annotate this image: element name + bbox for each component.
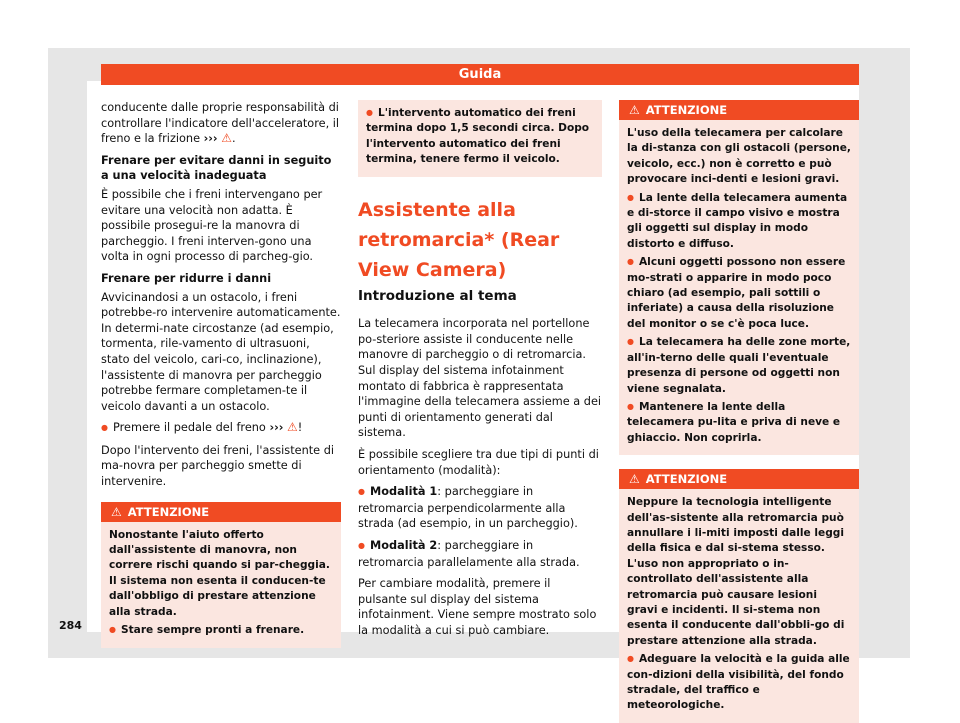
- bullet-item: ● Premere il pedale del freno ››› ⚠!: [101, 420, 341, 437]
- warning-box: [619, 469, 859, 723]
- reference-arrows: ›››: [269, 421, 284, 435]
- bullet-item: ● Stare sempre pronti a frenare.: [109, 623, 333, 638]
- bullet-item: ● Mantenere la lente della telecamera pu-lita e priva di neve e ghiaccio. Non coprirla.: [627, 400, 851, 446]
- bullet-item: ● Alcuni oggetti possono non essere mo-strati o apparire in modo poco chiaro (ad esempio, pali sottili o inferiate) a causa della risoluzione del monitor o se c'è poca luce.: [627, 255, 851, 332]
- warning-triangle-icon: ⚠: [629, 103, 640, 117]
- heading: Frenare per evitare danni in seguito a una velocità inadeguata: [101, 153, 332, 183]
- heading: Frenare per ridurre i danni: [101, 271, 272, 285]
- bullet-item: ● Modalità 1: parcheggiare in retromarcia perpendicolarmente alla strada (ad esempio, in un parcheggio).: [358, 484, 602, 532]
- paragraph: È possibile scegliere tra due tipi di punti di orientamento (modalità):: [358, 447, 599, 477]
- reference-arrows: ›››: [203, 132, 218, 146]
- column-middle: [358, 100, 602, 645]
- paragraph: Avvicinandosi a un ostacolo, i freni potrebbe-ro intervenire automaticamente. In determi-nate circostanze (ad esempio, tormenta, rile-vamento di ultrasuoni, stato del veicolo, cari-co, inclinazione), l'assistente di manovra per parcheggio potrebbe fermare completamen-te il veicolo davanti a un ostacolo.: [101, 290, 341, 413]
- column-right: [619, 100, 859, 723]
- warning-text: L'uso della telecamera per calcolare la di-stanza con gli ostacoli (persone, veicolo, ecc.) non è corretto e può provocare inci-denti e lesioni gravi.: [627, 127, 851, 186]
- warning-box-continued: [358, 100, 602, 177]
- paragraph: conducente dalle proprie responsabilità di controllare l'indicatore dell'acceleratore, il freno e la frizione ››› ⚠.: [101, 101, 340, 146]
- warning-title: ATTENZIONE: [645, 472, 728, 487]
- paragraph: La telecamera incorporata nel portellone po-steriore assiste il conducente nelle manovre di parcheggio o di retromarcia. Sul display del sistema infotainment montato di fabbrica è rappresentata l'immagine della telecamera assieme a dei punti di orientamento generati dal sistema.: [358, 317, 602, 440]
- page-header: Guida: [101, 64, 859, 85]
- warning-title: ATTENZIONE: [127, 504, 210, 519]
- warning-triangle-icon: ⚠: [221, 131, 232, 146]
- warning-text: Neppure la tecnologia intelligente dell'as-sistente alla retromarcia può annullare i li-miti imposti dalle leggi della fisica e dal si-stema stesso. L'uso non appropriato o in-controllato dell'assistente alla retromarcia può causare lesioni gravi e incidenti. Il si-stema non esenta il conducente dall'obbli-go di prestare attenzione alla strada.: [627, 496, 845, 647]
- warning-triangle-icon: ⚠: [111, 504, 122, 519]
- section-subtitle: Introduzione al tema: [358, 287, 517, 304]
- bullet-item: ● L'intervento automatico dei freni termina dopo 1,5 secondi circa. Dopo l'intervento automatico dei freni termina, tenere fermo il veicolo.: [366, 106, 594, 168]
- bullet-item: ● La lente della telecamera aumenta e di-storce il campo visivo e mostra gli oggetti sul display in modo distorto e diffuso.: [627, 191, 851, 253]
- paragraph: È possibile che i freni intervengano per evitare una velocità non adatta. È possibile prosegui-re la manovra di parcheggio. I freni interven-gono una volta in ogni processo di parcheg-gio.: [101, 187, 323, 264]
- bullet-item: ● Modalità 2: parcheggiare in retromarcia parallelamente alla strada.: [358, 538, 602, 570]
- warning-triangle-icon: ⚠: [629, 472, 640, 487]
- warning-box: [619, 100, 859, 455]
- paragraph: Dopo l'intervento dei freni, l'assistente di ma-novra per parcheggio smette di intervenire.: [101, 443, 335, 489]
- warning-title: ATTENZIONE: [645, 103, 728, 117]
- bullet-item: ● La telecamera ha delle zone morte, all'in-terno delle quali l'eventuale presenza di persone od oggetti non viene segnalata.: [627, 335, 851, 397]
- bullet-item: ● Adeguare la velocità e la guida alle con-dizioni della visibilità, del fondo stradale, del traffico e meteorologiche.: [627, 652, 851, 714]
- page-number: 284: [59, 619, 82, 632]
- column-left: [101, 100, 341, 648]
- warning-triangle-icon: ⚠: [287, 420, 298, 435]
- section-title: Assistente alla retromarcia* (Rear View Camera): [358, 198, 560, 281]
- warning-box: [101, 502, 341, 648]
- paragraph: Per cambiare modalità, premere il pulsante sul display del sistema infotainment. Viene sempre mostrato solo la modalità a cui si può cambiare.: [358, 577, 597, 637]
- warning-text: Nonostante l'aiuto offerto dall'assistente di manovra, non correre rischi quando si par-cheggia. Il sistema non esenta il conducen-te dall'obbligo di prestare attenzione alla strada.: [109, 528, 330, 618]
